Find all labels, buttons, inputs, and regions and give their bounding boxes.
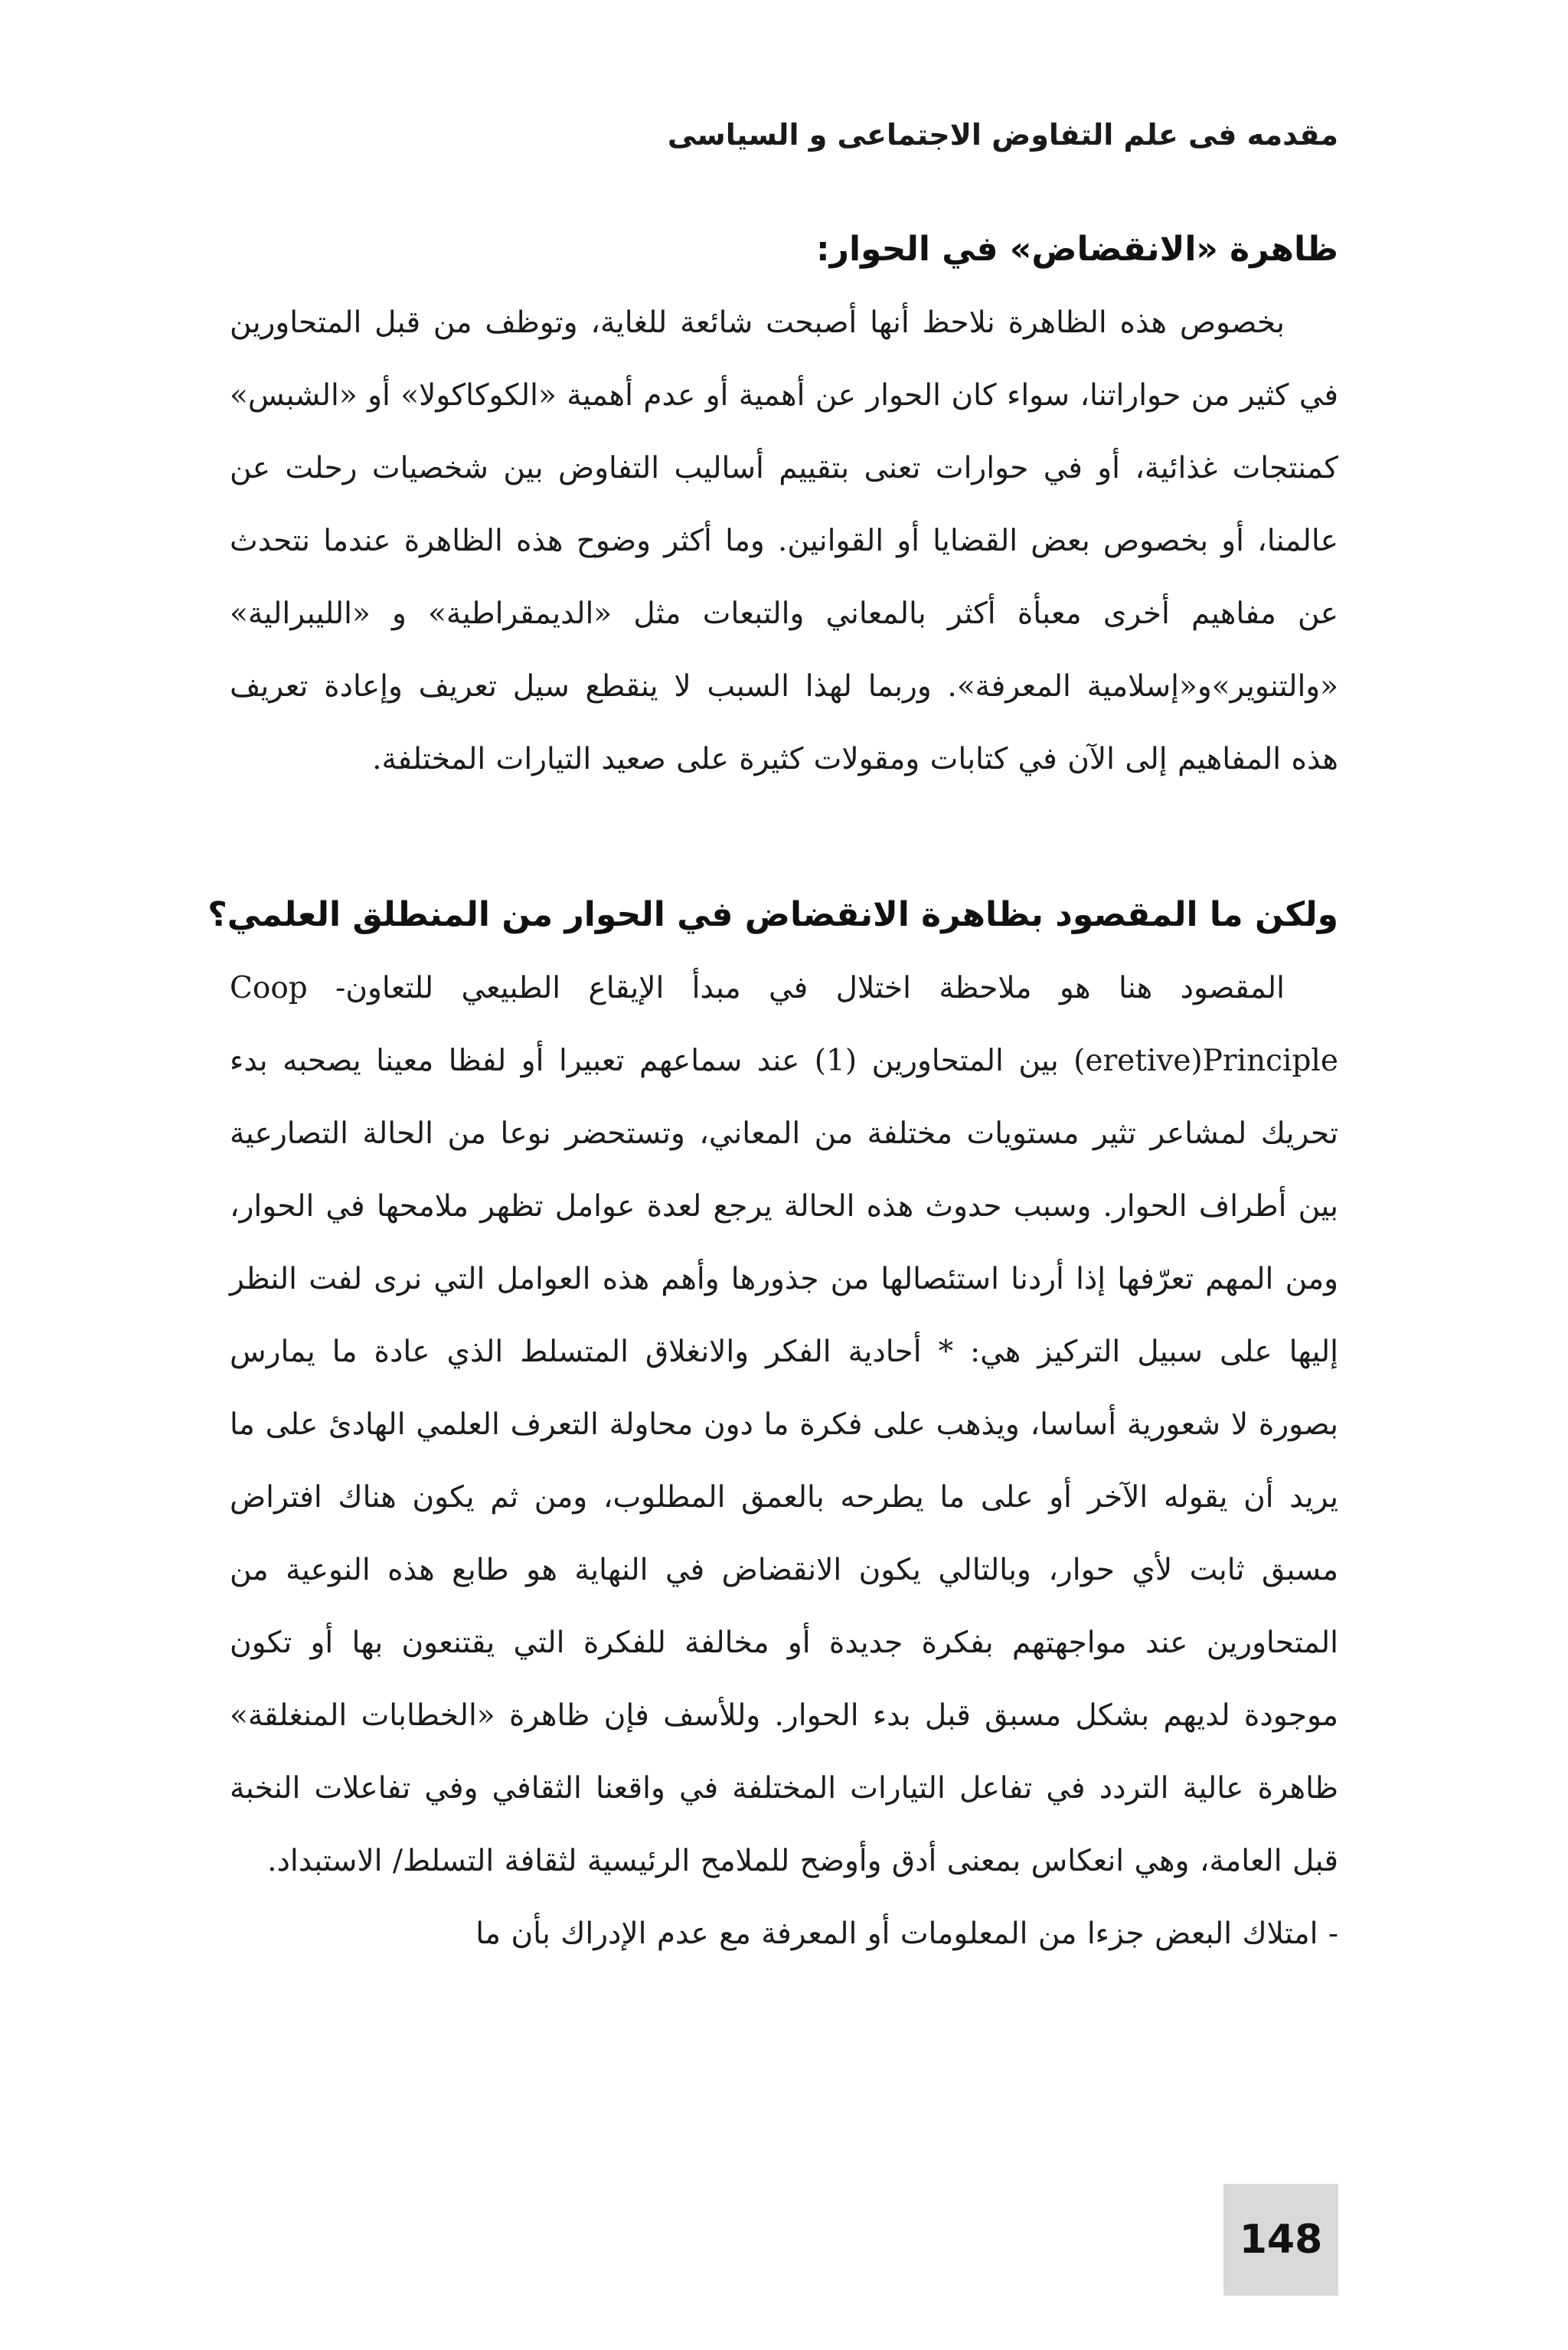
page-number-box [1223,2184,1338,2296]
section-heading-scientific-meaning: ولكن ما المقصود بظاهرة الانقضاض في الحوار من المنطلق العلمي؟ [207,895,1338,934]
bullet-paragraph: - امتلاك البعض جزءا من المعلومات أو المعرفة مع عدم الإدراك بأن ما [475,1917,1338,1951]
section-heading-inqidad: ظاهرة «الانقضاض» في الحوار: [816,230,1338,269]
page-number: 148 [1239,2217,1323,2263]
page-body [207,222,1339,1970]
paragraph: بخصوص هذه الظاهرة نلاحظ أنها أصبحت شائعة للغاية، وتوظف من قبل المتحاورين في كثير من حواراتنا، سواء كان الحوار عن أهمية أو عدم أهمية «الكوكاكولا» أو «الشبس» كمنتجات غذائية، أو في حوارات تعنى بتقييم أساليب التفاوض بين شخصيات رحلت عن عالمنا، أو بخصوص بعض القضايا أو القوانين. وما أكثر وضوح هذه الظاهرة عندما نتحدث عن مفاهيم أخرى معبأة أكثر بالمعاني والتبعات مثل «الديمقراطية» و «الليبرالية» «والتنوير»و«إسلامية المعرفة». وربما لهذا السبب لا ينقطع سيل تعريف وإعادة تعريف هذه المفاهيم إلى الآن في كتابات ومقولات كثيرة على صعيد التيارات المختلفة. [230,306,1339,776]
running-header-title: مقدمه فى علم التفاوض الاجتماعى و السياسى [667,118,1338,152]
paragraph: المقصود هنا هو ملاحظة اختلال في مبدأ الإيقاع الطبيعي للتعاون- Coop (eretive)Principle بين المتحاورين (1) عند سماعهم تعبيرا أو لفظا معينا يصحبه بدء تحريك لمشاعر تثير مستويات مختلفة من المعاني، وتستحضر نوعا من الحالة التصارعية بين أطراف الحوار. وسبب حدوث هذه الحالة يرجع لعدة عوامل تظهر ملامحها في الحوار، ومن المهم تعرّفها إذا أردنا استئصالها من جذورها وأهم هذه العوامل التي نرى لفت النظر إليها على سبيل التركيز هي: * أحادية الفكر والانغلاق المتسلط الذي عادة ما يمارس بصورة لا شعورية أساسا، ويذهب على فكرة ما دون محاولة التعرف العلمي الهادئ على ما يريد أن يقوله الآخر أو على ما يطرحه بالعمق المطلوب، ومن ثم يكون هناك افتراض مسبق ثابت لأي حوار، وبالتالي يكون الانقضاض في النهاية هو طابع هذه النوعية من المتحاورين عند مواجهتهم بفكرة جديدة أو مخالفة للفكرة التي يقتنعون بها أو تكون موجودة لديهم بشكل مسبق قبل بدء الحوار. وللأسف فإن ظاهرة «الخطابات المنغلقة» ظاهرة عالية التردد في تفاعل التيارات المختلفة في واقعنا الثقافي وفي تفاعلات النخبة قبل العامة، وهي انعكاس بمعنى أدق وأوضح للملامح الرئيسية لثقافة التسلط/ الاستبداد. [230,971,1338,1878]
